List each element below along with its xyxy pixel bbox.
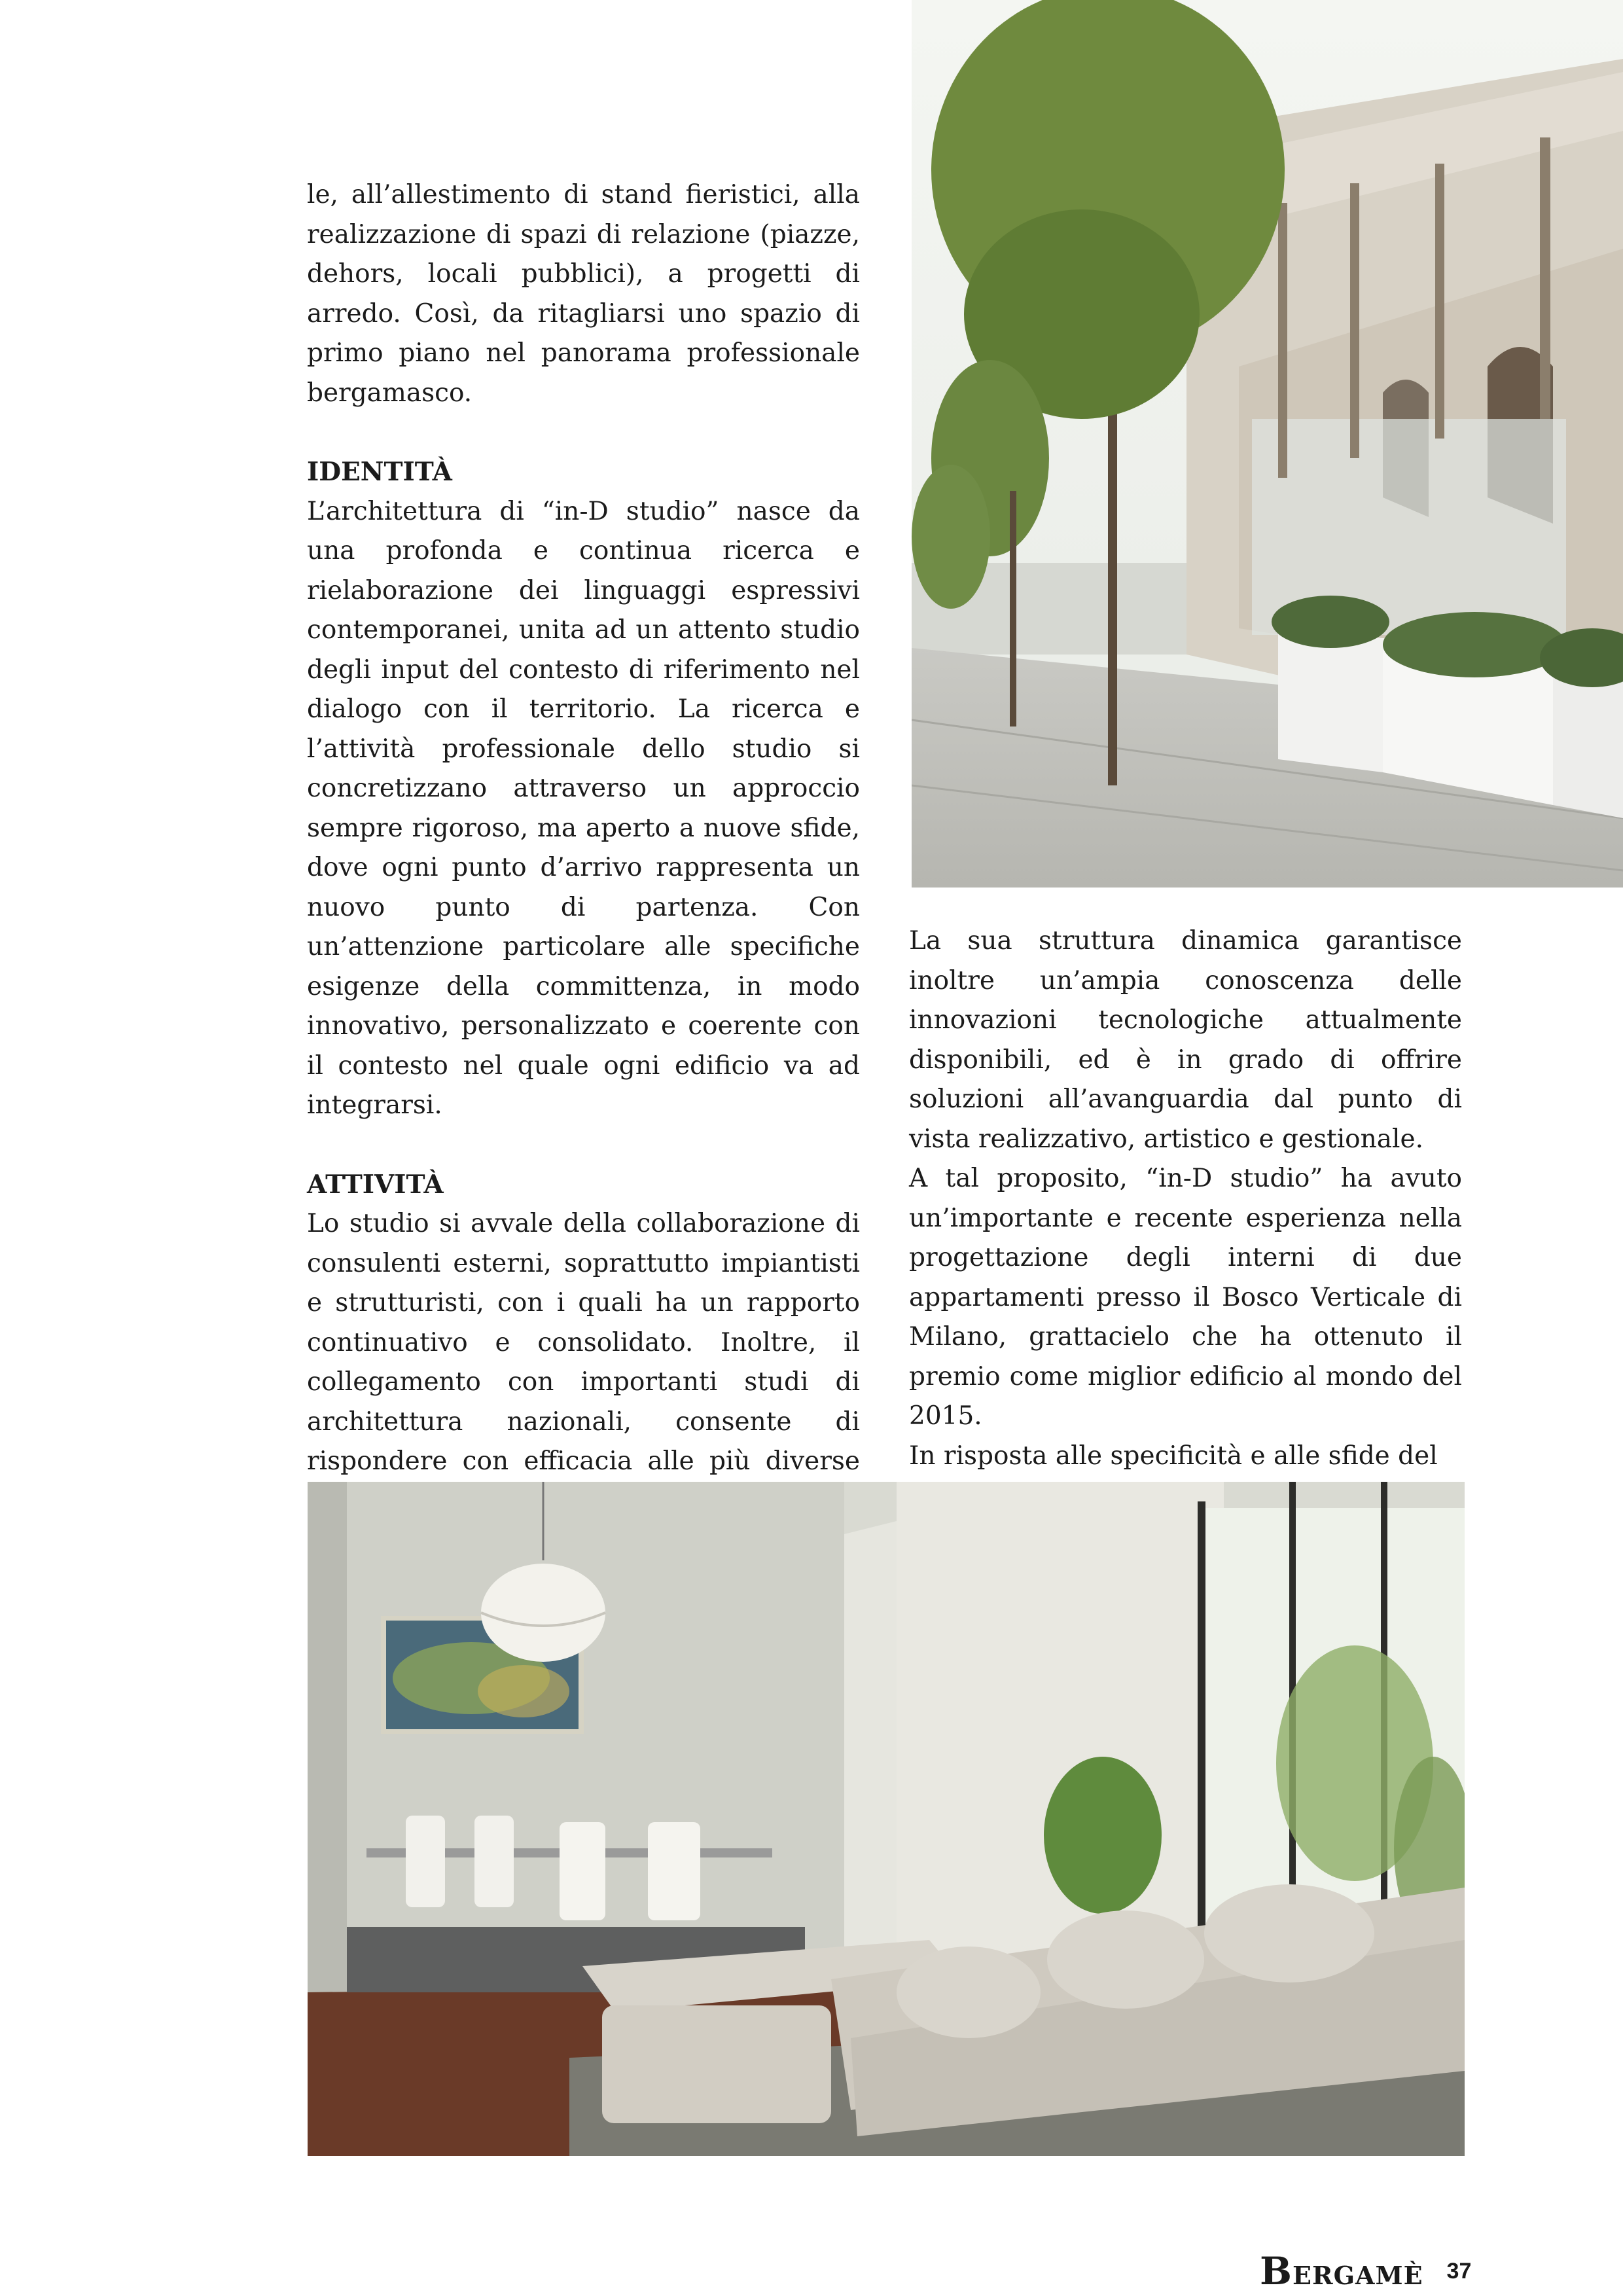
right-text-column xyxy=(909,922,1462,1476)
bosco-verticale-paragraph: A tal proposito, “in-D studio” ha avuto un’importante e recente esperienza nella progettazione degli interni di due appartamenti presso il Bosco Verticale di Milano, grattacielo che ha ottenuto il premio come miglior edificio al mondo del 2015. xyxy=(909,1164,1462,1431)
activity-heading: ATTIVITÀ xyxy=(307,1169,444,1200)
logo-initial: B xyxy=(1260,2249,1293,2293)
identity-heading: IDENTITÀ xyxy=(307,457,452,487)
living-room-photo xyxy=(308,1482,1465,2156)
continuation-paragraph: In risposta alle specificità e alle sfide del xyxy=(909,1441,1438,1471)
activity-paragraph: Lo studio si avvale della collaborazione di consulenti esterni, soprattutto impiantisti e strutturisti, con i quali ha un rapporto continuativo e consolidato. Inoltre, il collegamento con importanti studi di architettura nazionali, consente di rispondere con efficacia alle più diverse xyxy=(307,1209,860,1476)
street-terrace-photo xyxy=(912,0,1623,888)
page-footer xyxy=(1260,2251,1471,2291)
page-number: 37 xyxy=(1446,2258,1472,2284)
intro-paragraph: le, all’allestimento di stand fieristici, alla realizzazione di spazi di relazione (piazze, dehors, locali pubblici), a progetti di arredo. Così, da ritagliarsi uno spazio di primo piano nel panorama professionale bergamasco. xyxy=(307,180,860,408)
magazine-logo xyxy=(1260,2249,1423,2293)
structure-paragraph: La sua struttura dinamica garantisce inoltre un’ampia conoscenza delle innovazioni tecnologiche attualmente disponibili, ed è in grado di offrire soluzioni all’avanguardia dal punto di vista realizzativo, artistico e gestionale. xyxy=(909,926,1462,1154)
logo-rest: ERGAMÈ xyxy=(1293,2261,1423,2290)
identity-paragraph: L’architettura di “in-D studio” nasce da una profonda e continua ricerca e rielaborazione dei linguaggi espressivi contemporanei, unita ad un attento studio degli input del contesto di riferimento nel dialogo con il territorio. La ricerca e l’attività professionale dello studio si concretizzano attraverso un approccio sempre rigoroso, ma aperto a nuove sfide, dove ogni punto d’arrivo rappresenta un nuovo punto di partenza. Con un’attenzione particolare alle specifiche esigenze della committenza, in modo innovativo, personalizzato e coerente con il contesto nel quale ogni edificio va ad integrarsi. xyxy=(307,496,860,1120)
left-text-column xyxy=(307,175,860,1521)
